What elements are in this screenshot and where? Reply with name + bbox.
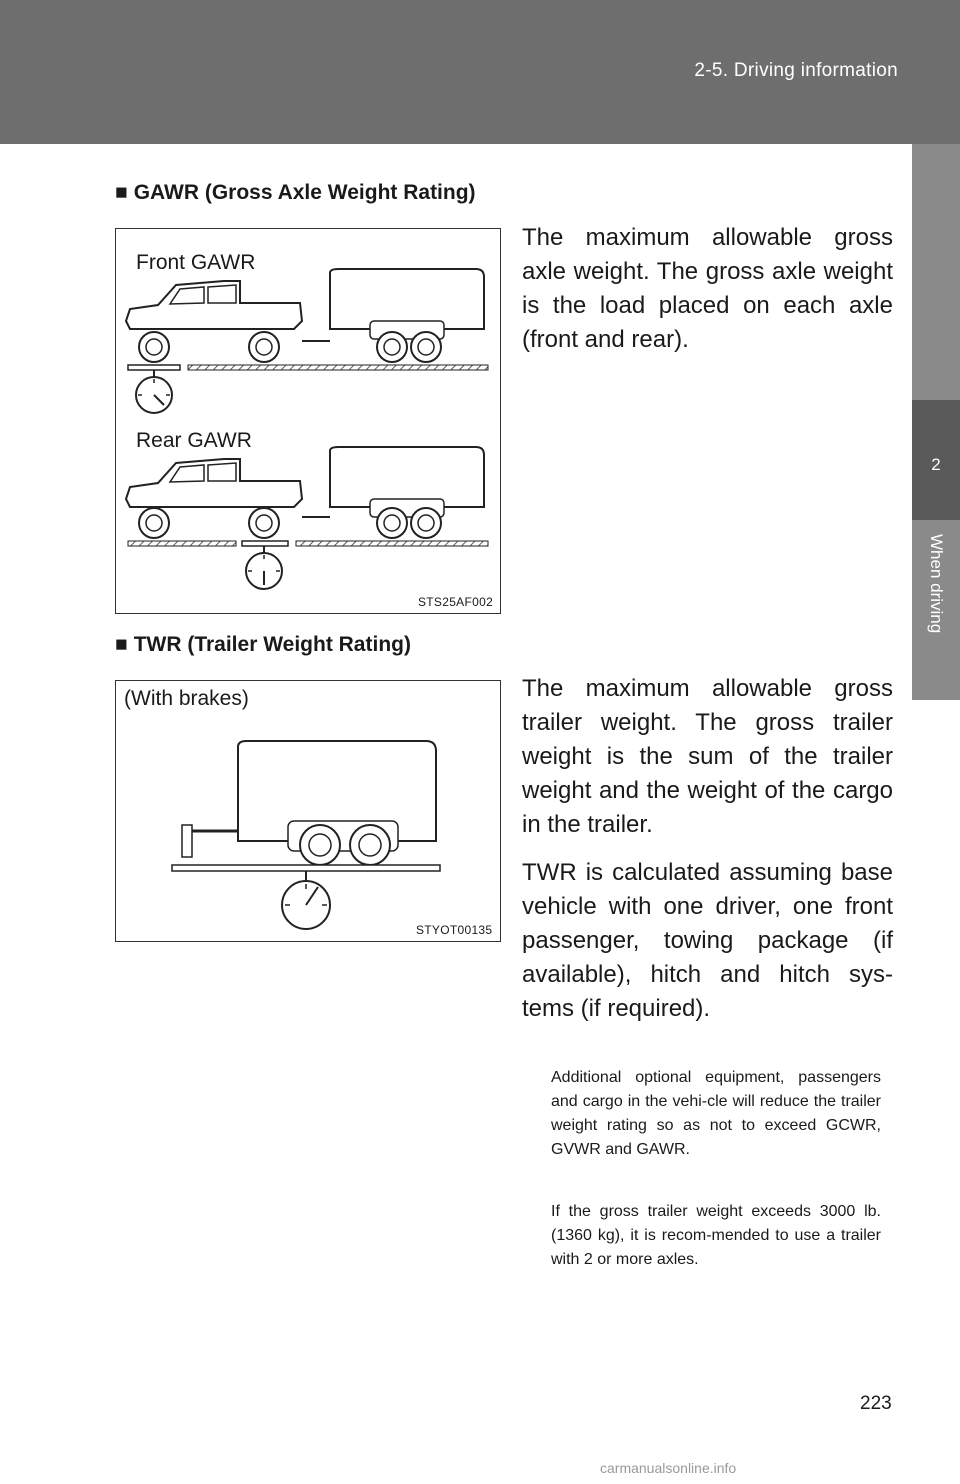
- square-bullet-icon: ■: [115, 181, 128, 204]
- scale-platform: [172, 865, 440, 871]
- twr-heading-text: TWR (Trailer Weight Rating): [133, 633, 411, 656]
- front-truck-illustration: [126, 281, 330, 362]
- chapter-tab: [912, 520, 960, 700]
- section-title: 2-5. Driving information: [694, 60, 898, 81]
- with-brakes-label: (With brakes): [124, 687, 249, 710]
- twr-calculation: TWR is calculated assuming base vehicle with one driver, one front passenger, towing package (if available), hitch and hitch sys-tems (if required).: [522, 859, 893, 1022]
- twr-heading: [115, 633, 411, 657]
- rear-scale-plate: [242, 541, 288, 546]
- rear-truck-illustration: [126, 459, 330, 538]
- rear-scale-gauge-icon: [246, 546, 282, 589]
- chapter-number: 2: [912, 400, 960, 520]
- square-bullet-icon: ■: [115, 633, 128, 656]
- rear-trailer-illustration: [330, 447, 484, 538]
- side-tab-upper: [912, 144, 960, 400]
- watermark: carmanualsonline.info: [600, 1460, 737, 1476]
- front-scale-plate: [128, 365, 180, 370]
- gawr-heading-text: GAWR (Gross Axle Weight Rating): [133, 181, 476, 204]
- scale-gauge-icon: [282, 871, 330, 929]
- twr-figure: [115, 680, 501, 942]
- gawr-heading: [115, 181, 476, 205]
- gawr-figure-code: STS25AF002: [418, 595, 494, 609]
- twr-figure-code: STYOT00135: [416, 923, 493, 937]
- page-number: 223: [860, 1393, 892, 1414]
- twr-note-axles: If the gross trailer weight exceeds 3000 lb. (1360 kg), it is recom-mended to use a trailer with 2 or more axles.: [551, 1203, 881, 1268]
- twr-note-equipment: Additional optional equipment, passengers and cargo in the vehi-cle will reduce the trailer weight rating so as not to exceed GCWR, GVWR and GAWR.: [551, 1069, 881, 1158]
- front-scale-gauge-icon: [136, 370, 172, 413]
- chapter-title: When driving: [927, 534, 946, 634]
- twr-description: The maximum allowable gross trailer weight. The gross trailer weight is the sum of the trailer weight and the weight of the cargo in the trailer.: [522, 675, 893, 838]
- front-trailer-illustration: [330, 269, 484, 362]
- gawr-description: The maximum allowable gross axle weight. The gross axle weight is the load placed on each axle (front and rear).: [522, 224, 893, 353]
- ground-hatch: [188, 365, 488, 370]
- trailer-illustration: [182, 741, 436, 865]
- gawr-figure: [115, 228, 501, 614]
- twr-illustration: [116, 681, 500, 941]
- gawr-illustration: [116, 229, 500, 613]
- front-gawr-label: Front GAWR: [136, 251, 256, 274]
- rear-gawr-label: Rear GAWR: [136, 429, 252, 452]
